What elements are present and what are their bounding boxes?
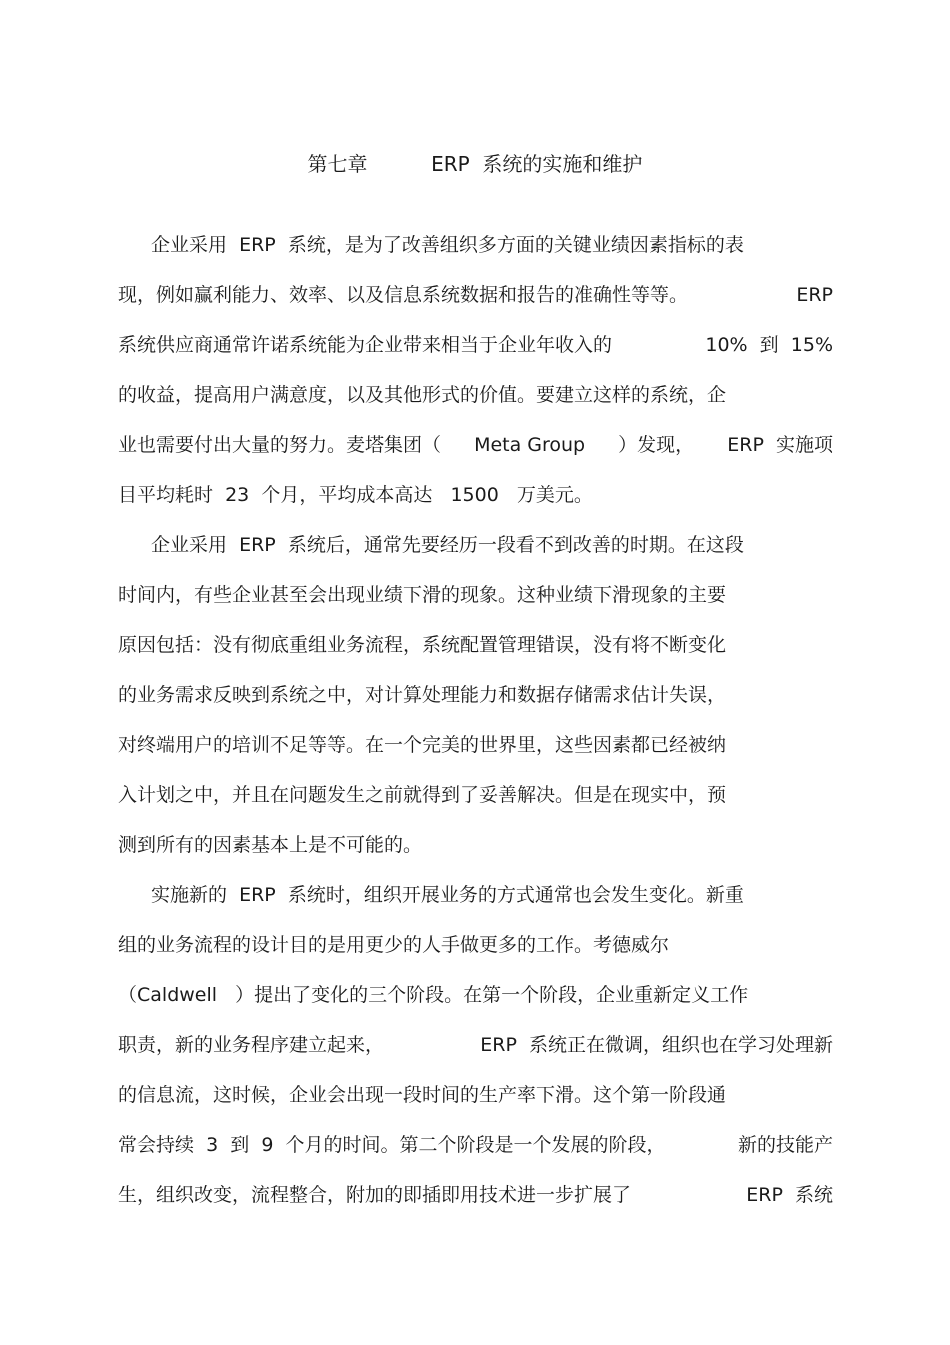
text-segment: 的收益，提高用户满意度，以及其他形式的价值。要建立这样的系统，企	[118, 384, 727, 406]
text-segment: 新的技能产	[737, 1134, 833, 1156]
text-segment: 实施新的 ERP 系统时，组织开展业务的方式通常也会发生变化。新重	[151, 884, 744, 906]
text-segment: 生，组织改变，流程整合，附加的即插即用技术进一步扩展了	[118, 1184, 632, 1206]
paragraph-3-line-4	[118, 1030, 833, 1060]
text-segment: （Caldwell ）提出了变化的三个阶段。在第一个阶段，企业重新定义工作	[118, 984, 749, 1006]
paragraph-1-line-4	[118, 380, 833, 410]
text-segment: 时间内，有些企业甚至会出现业绩下滑的现象。这种业绩下滑现象的主要	[118, 584, 727, 606]
text-segment: 对终端用户的培训不足等等。在一个完美的世界里，这些因素都已经被纳	[118, 734, 727, 756]
paragraph-2-line-6	[118, 780, 833, 810]
text-segment: 的业务需求反映到系统之中，对计算处理能力和数据存储需求估计失误，	[118, 684, 727, 706]
text-segment: 业也需要付出大量的努力。麦塔集团（	[118, 434, 442, 456]
text-segment: 原因包括：没有彻底重组业务流程，系统配置管理错误，没有将不断变化	[118, 634, 727, 656]
paragraph-3-line-2	[118, 930, 833, 960]
text-segment: 常会持续 3 到 9 个月的时间。第二个阶段是一个发展的阶段，	[118, 1134, 666, 1156]
text-segment: 系统供应商通常许诺系统能为企业带来相当于企业年收入的	[118, 334, 613, 356]
paragraph-2-line-1	[151, 530, 833, 560]
text-segment: ERP	[796, 284, 833, 306]
paragraph-3-line-1	[151, 880, 833, 910]
text-segment: 的信息流，这时候，企业会出现一段时间的生产率下滑。这个第一阶段通	[118, 1084, 727, 1106]
text-segment: 组的业务流程的设计目的是用更少的人手做更多的工作。考德威尔	[118, 934, 670, 956]
paragraph-1-line-5	[118, 430, 833, 460]
text-segment: 企业采用 ERP 系统，是为了改善组织多方面的关键业绩因素指标的表	[151, 234, 744, 256]
text-segment: ERP 实施项	[727, 434, 833, 456]
paragraph-1-line-6	[118, 480, 833, 510]
paragraph-3-line-6	[118, 1130, 833, 1160]
text-segment: Meta Group	[474, 434, 586, 456]
text-segment: 测到所有的因素基本上是不可能的。	[118, 834, 423, 856]
paragraph-2-line-7	[118, 830, 833, 860]
text-segment: 企业采用 ERP 系统后，通常先要经历一段看不到改善的时期。在这段	[151, 534, 744, 556]
paragraph-1-line-1	[151, 230, 833, 260]
text-segment: ERP 系统	[746, 1184, 833, 1206]
paragraph-1-line-2	[118, 280, 833, 310]
paragraph-2-line-3	[118, 630, 833, 660]
text-segment: 10% 到 15%	[705, 334, 833, 356]
text-segment: 职责，新的业务程序建立起来，	[118, 1034, 385, 1056]
paragraph-2-line-5	[118, 730, 833, 760]
paragraph-1-line-3	[118, 330, 833, 360]
text-segment: ）发现，	[618, 434, 695, 456]
text-segment: 目平均耗时 23 个月，平均成本高达 1500 万美元。	[118, 484, 593, 506]
text-segment: 入计划之中，并且在问题发生之前就得到了妥善解决。但是在现实中，预	[118, 784, 727, 806]
paragraph-3-line-7	[118, 1180, 833, 1210]
paragraph-2-line-4	[118, 680, 833, 710]
text-segment: ERP 系统正在微调，组织也在学习处理新	[480, 1034, 833, 1056]
paragraph-2-line-2	[118, 580, 833, 610]
text-segment: 现，例如赢利能力、效率、以及信息系统数据和报告的准确性等等。	[118, 284, 689, 306]
paragraph-3-line-5	[118, 1080, 833, 1110]
paragraph-3-line-3	[118, 980, 833, 1010]
chapter-title: 第七章 ERP 系统的实施和维护	[307, 152, 643, 176]
